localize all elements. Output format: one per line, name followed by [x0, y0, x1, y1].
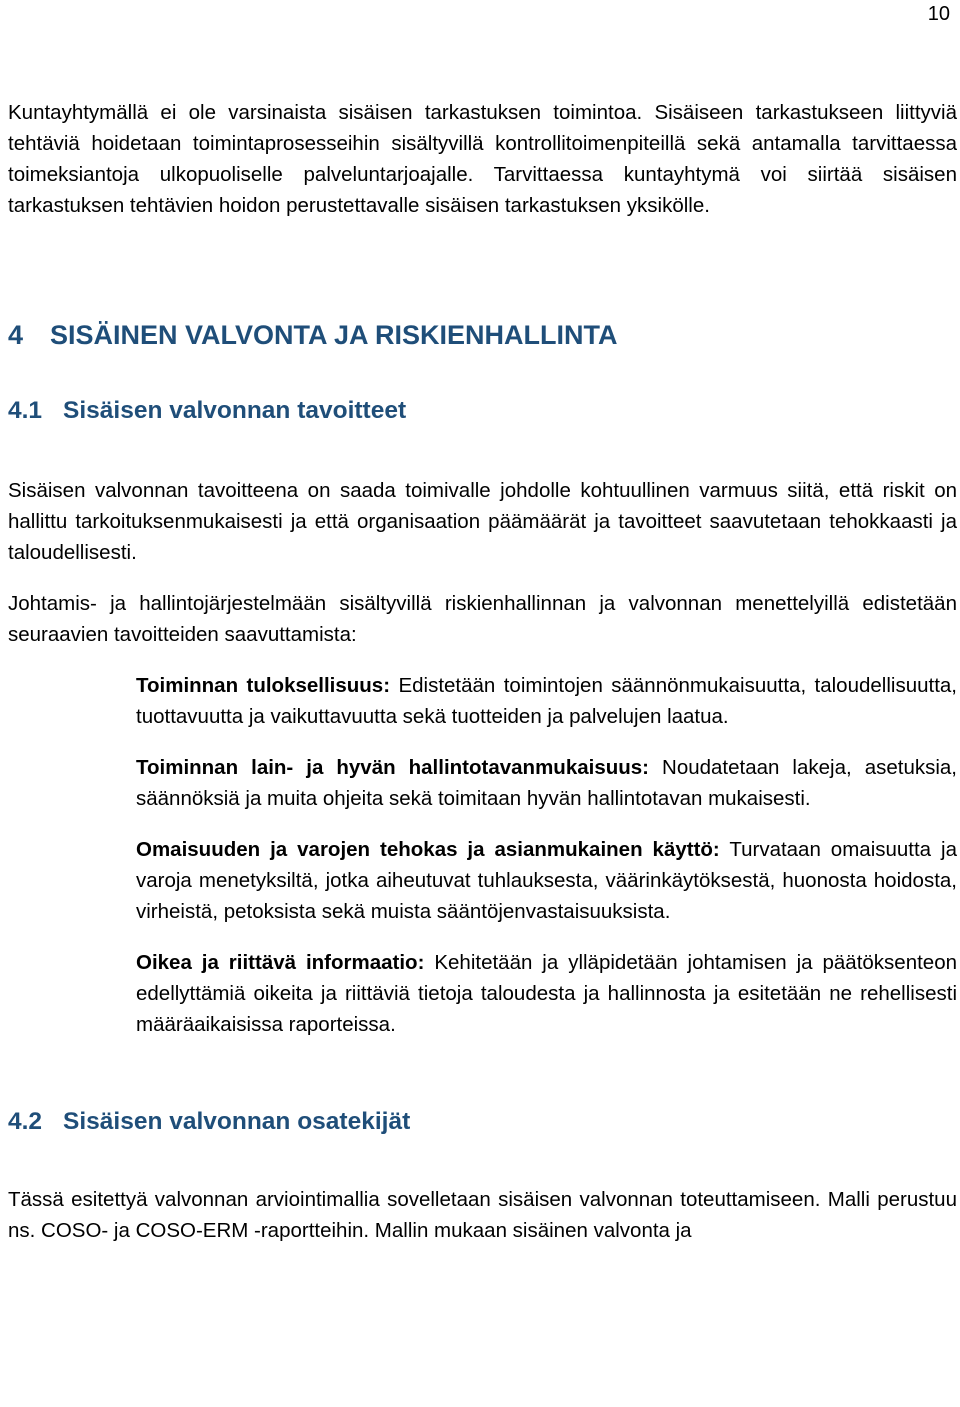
goal-item-effectiveness — [136, 670, 957, 732]
goal-text: Kehitetään ja ylläpidetään johtamisen ja päätöksenteon edellyttämiä oikeita ja riittäviä tietoja taloudesta ja hallinnosta ja esitetään ne rehellisesti määräaikaisissa raporteissa. — [136, 951, 958, 1036]
document-body — [8, 97, 957, 1246]
goal-term: Oikea ja riittävä informaatio: — [136, 951, 425, 974]
section-4-1-title: Sisäisen valvonnan tavoitteet — [63, 397, 407, 424]
goal-text: Turvataan omaisuutta ja varoja menetyksiltä, jotka aiheutuvat tuhlauksesta, väärinkäytöksestä, huonosta hoidosta, virheistä, petoksista sekä muista sääntöjenvastaisuuksista. — [136, 838, 957, 923]
goal-term: Toiminnan tuloksellisuus: — [136, 674, 391, 697]
goal-item-compliance — [136, 752, 957, 814]
section-4-2-number: 4.2 — [8, 1108, 43, 1135]
goal-term: Omaisuuden ja varojen tehokas ja asianmukainen käyttö: — [136, 838, 720, 861]
section-4-1-heading — [8, 396, 957, 426]
section-4-heading — [8, 318, 957, 352]
components-paragraph: Tässä esitettyä valvonnan arviointimallia sovelletaan sisäisen valvonnan toteuttamiseen. Malli perustuu ns. COSO- ja COSO-ERM -raportteihin. Mallin mukaan sisäinen valvonta ja — [8, 1188, 957, 1242]
objectives-paragraph: Sisäisen valvonnan tavoitteena on saada toimivalle johdolle kohtuullinen varmuus siitä, että riskit on hallittu tarkoituksenmukaisesti ja että organisaation päämäärät ja tavoitteet saavutetaan tehokkaasti ja taloudellisesti. — [8, 479, 957, 564]
goals-intro-paragraph: Johtamis- ja hallintojärjestelmään sisältyvillä riskienhallinnan ja valvonnan menettelyillä edistetään seuraavien tavoitteiden saavuttamista: — [8, 592, 957, 646]
section-4-1-number: 4.1 — [8, 397, 43, 424]
goal-text: Noudatetaan lakeja, asetuksia, säännöksiä ja muita ohjeita sekä toimitaan hyvän hallintotavan mukaisesti. — [136, 756, 957, 810]
section-4-2-title: Sisäisen valvonnan osatekijät — [63, 1108, 411, 1135]
goal-item-information — [136, 947, 957, 1040]
goal-item-asset-use — [136, 834, 957, 927]
intro-paragraph: Kuntayhtymällä ei ole varsinaista sisäisen tarkastuksen toimintoa. Sisäiseen tarkastukseen liittyviä tehtäviä hoidetaan toimintaprosesseihin sisältyvillä kontrollitoimenpiteillä sekä antamalla tarvittaessa toimeksiantoja ulkopuoliselle palveluntarjoajalle. Tarvittaessa kuntayhtymä voi siirtää sisäisen tarkastuksen tehtävien hoidon perustettavalle sisäisen tarkastuksen yksikölle. — [8, 101, 957, 217]
section-4-2-heading — [8, 1107, 957, 1137]
goal-term: Toiminnan lain- ja hyvän hallintotavanmukaisuus: — [136, 756, 649, 779]
goal-text: Edistetään toimintojen säännönmukaisuutta, taloudellisuutta, tuottavuutta ja vaikuttavuutta sekä tuotteiden ja palvelujen laatua. — [136, 674, 957, 728]
section-4-title: SISÄINEN VALVONTA JA RISKIENHALLINTA — [50, 320, 618, 350]
section-4-number: 4 — [8, 320, 24, 350]
page-number: 10 — [927, 3, 950, 25]
